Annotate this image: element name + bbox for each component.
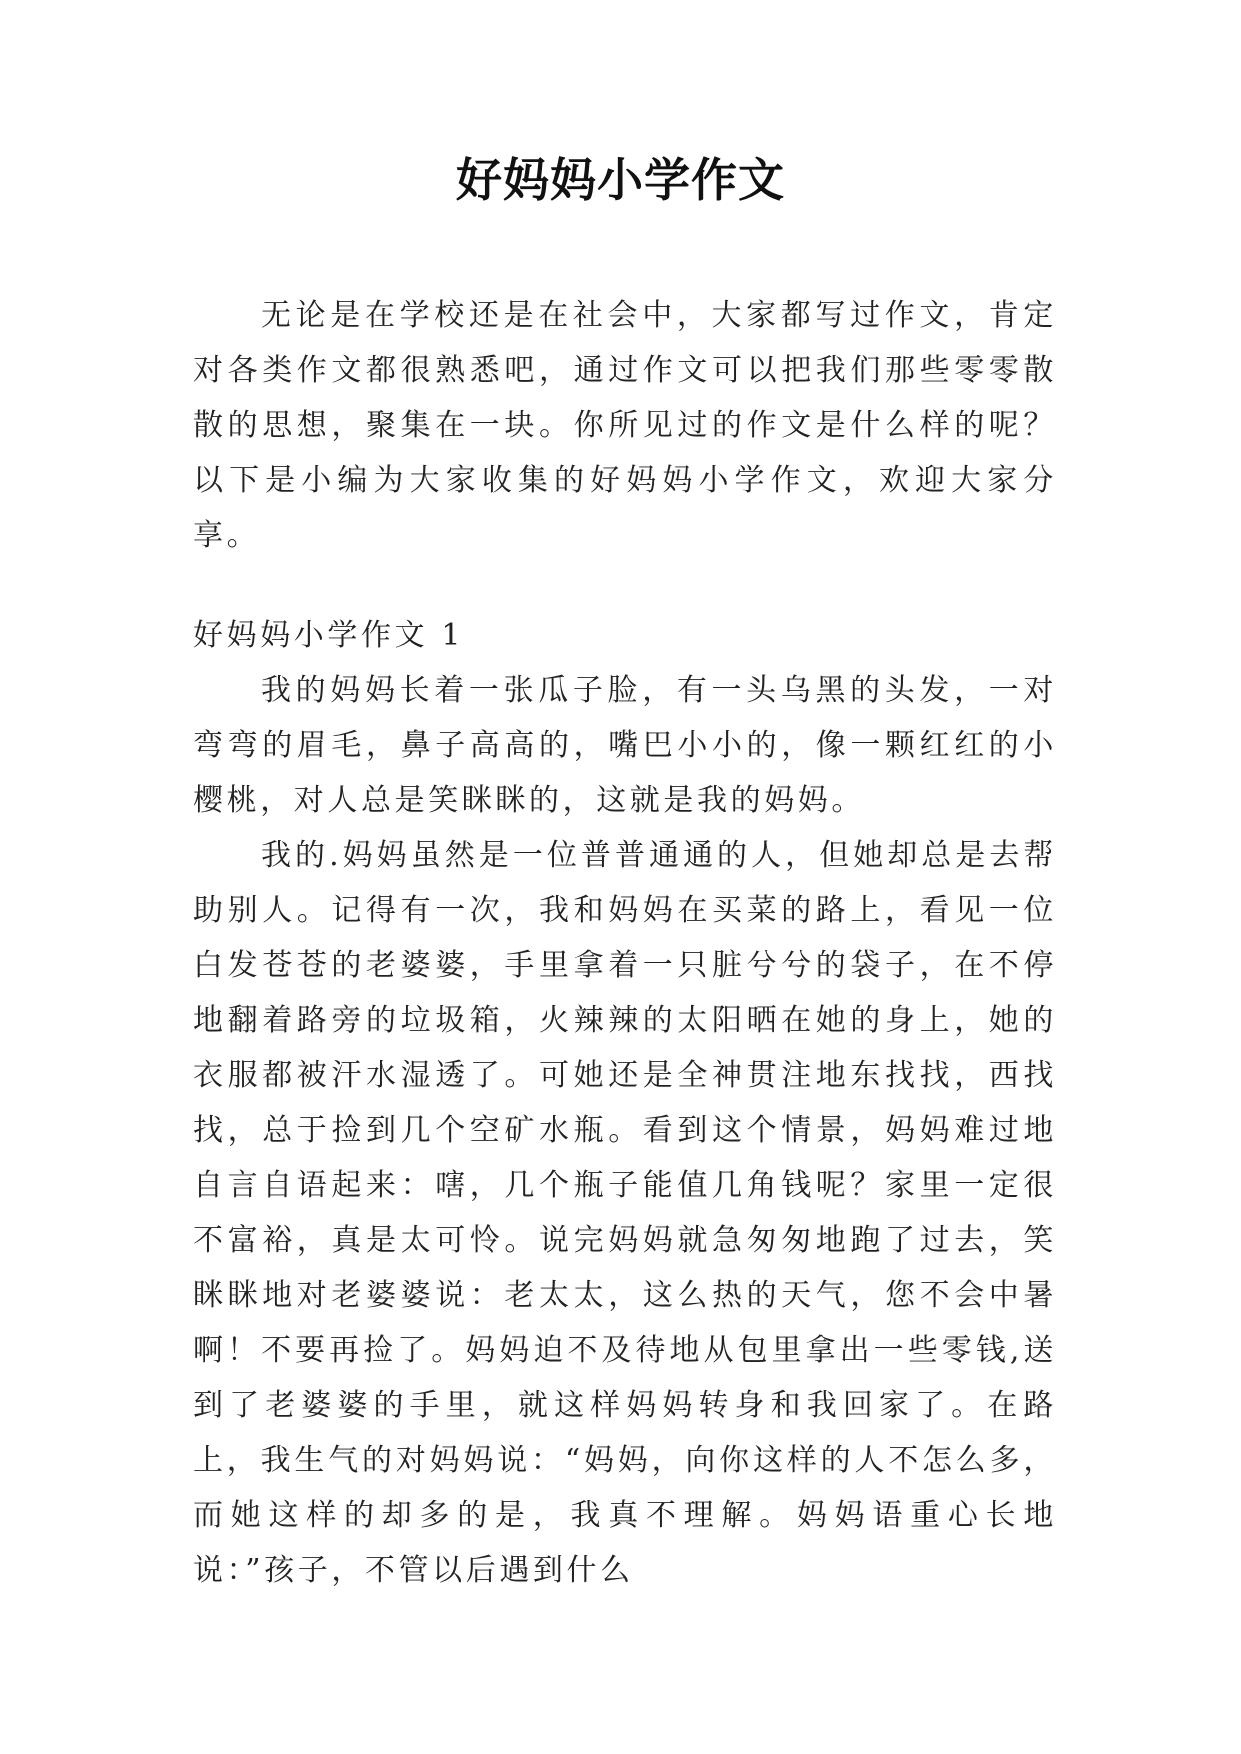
document-body: [193, 288, 1057, 1598]
section-heading: 好妈妈小学作文 1: [193, 618, 465, 653]
body-paragraph-1: 我的妈妈长着一张瓜子脸，有一头乌黑的头发，一对弯弯的眉毛，鼻子高高的，嘴巴小小的，像一颗红红的小樱桃，对人总是笑眯眯的，这就是我的妈妈。: [193, 673, 1057, 818]
page-title: 好妈妈小学作文: [456, 153, 785, 207]
intro-paragraph: 无论是在学校还是在社会中，大家都写过作文，肯定对各类作文都很熟悉吧，通过作文可以把我们那些零零散散的思想，聚集在一块。你所见过的作文是什么样的呢？以下是小编为大家收集的好妈妈小学作文，欢迎大家分享。: [193, 298, 1057, 553]
body-paragraph-2: 我的.妈妈虽然是一位普普通通的人，但她却总是去帮助别人。记得有一次，我和妈妈在买菜的路上，看见一位白发苍苍的老婆婆，手里拿着一只脏兮兮的袋子，在不停地翻着路旁的垃圾箱，火辣辣的太阳晒在她的身上，她的衣服都被汗水湿透了。可她还是全神贯注地东找找，西找找，总于捡到几个空矿水瓶。看到这个情景，妈妈难过地自言自语起来：嗐，几个瓶子能值几角钱呢？家里一定很不富裕，真是太可怜。说完妈妈就急匆匆地跑了过去，笑眯眯地对老婆婆说：老太太，这么热的天气，您不会中暑啊！不要再捡了。妈妈迫不及待地从包里拿出一些零钱,送到了老婆婆的手里，就这样妈妈转身和我回家了。在路上，我生气的对妈妈说：“妈妈，向你这样的人不怎么多，而她这样的却多的是，我真不理解。妈妈语重心长地说：”孩子，不管以后遇到什么: [193, 838, 1057, 1588]
